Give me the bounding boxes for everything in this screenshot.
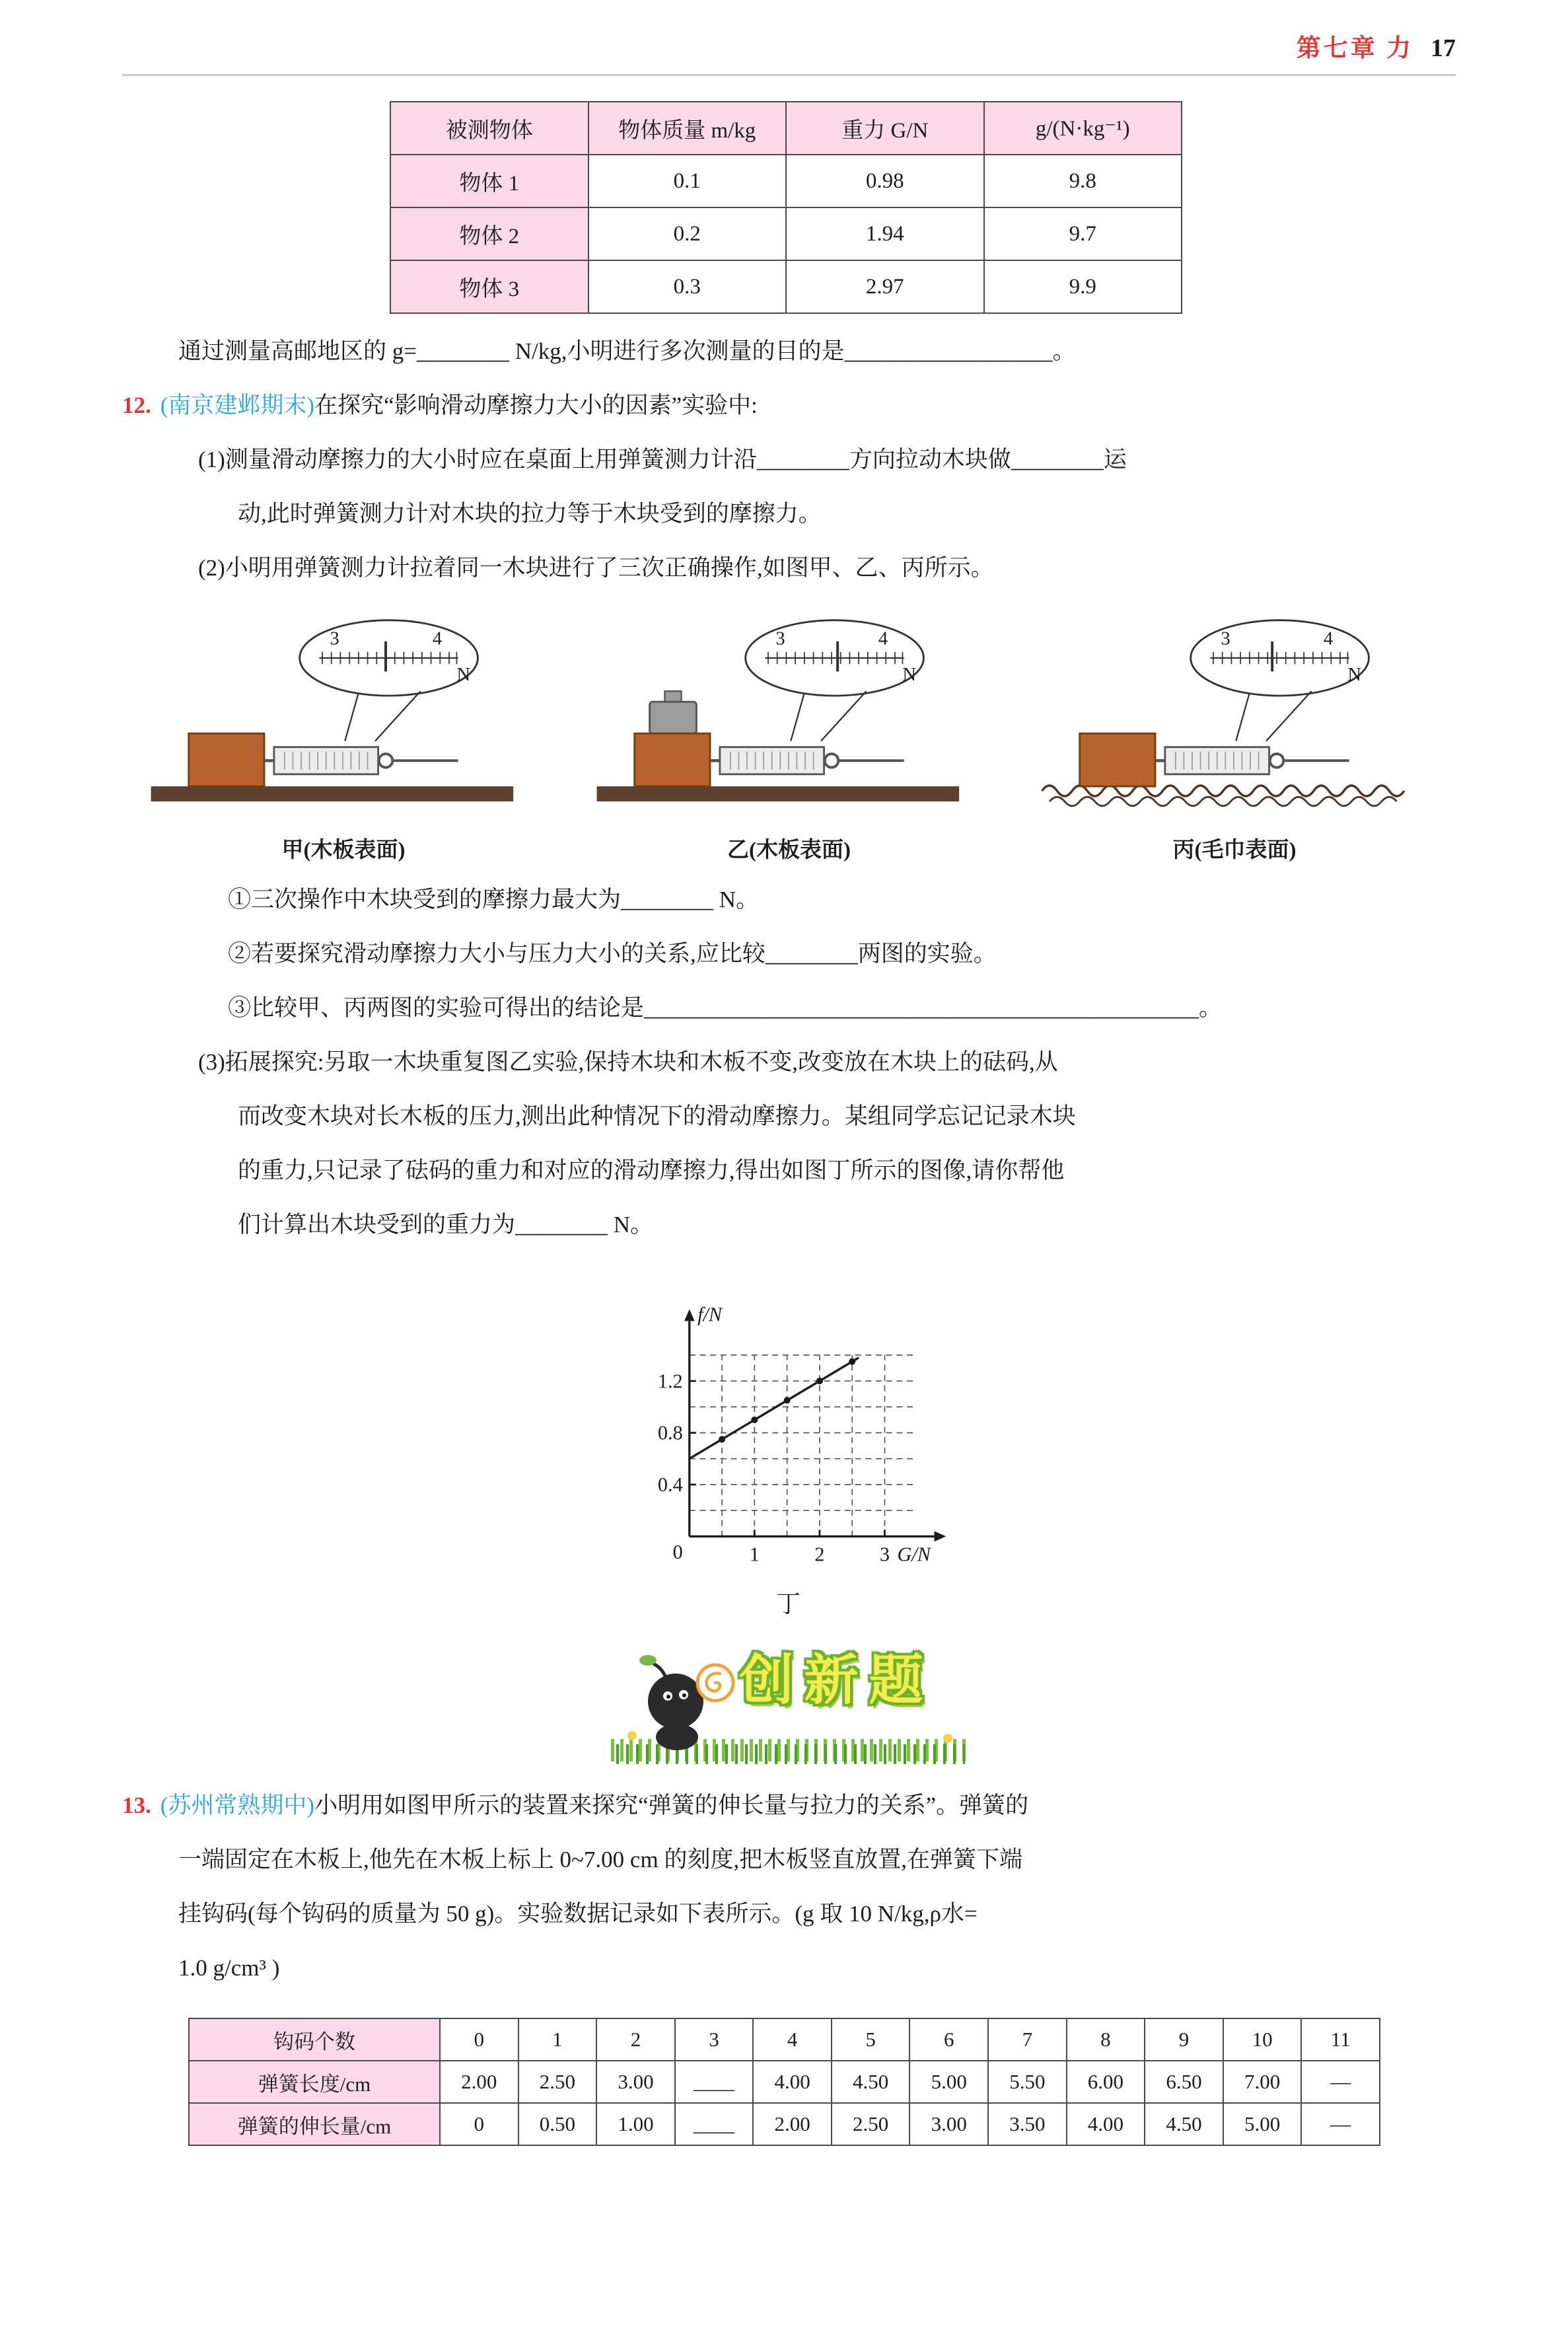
axes (689, 1312, 943, 1536)
cell: 2.00 (753, 2103, 832, 2145)
cell: 3.00 (909, 2103, 988, 2145)
cell: 5.00 (1223, 2103, 1302, 2145)
col-header-g: g/(N·kg⁻¹) (984, 102, 1182, 155)
table-header-row (390, 102, 1182, 155)
weight (649, 702, 696, 733)
cell: 3.00 (596, 2061, 675, 2103)
gravity-measurement-table (390, 101, 1182, 314)
question-source: (苏州常熟期中) (160, 1792, 315, 1819)
cell: 10 (1223, 2018, 1302, 2061)
svg-text:N: N (1347, 665, 1362, 686)
cell: 5.50 (988, 2061, 1067, 2103)
row-header: 物体 1 (390, 155, 588, 207)
cell: 4.00 (753, 2061, 832, 2103)
cell: 6.50 (1145, 2061, 1223, 2103)
col-header-mass: 物体质量 m/kg (588, 102, 787, 155)
experiment-diagram-towel-icon (1023, 611, 1446, 830)
cell: 2.97 (786, 260, 984, 313)
question-source: (南京建邺期末) (160, 392, 315, 418)
cell: 0.1 (588, 155, 787, 207)
row-header: 弹簧的伸长量/cm (189, 2103, 440, 2145)
innovation-badge (591, 1637, 987, 1772)
cell: 1.00 (596, 2103, 675, 2145)
question-number: 13. (122, 1792, 151, 1819)
cell: 7 (988, 2018, 1067, 2061)
figure-d-caption: 丁 (776, 1591, 802, 1619)
cell: 0.50 (518, 2103, 597, 2145)
figure-bing (1023, 611, 1446, 864)
svg-text:3: 3 (330, 628, 339, 649)
figure-caption: 乙(木板表面) (727, 838, 851, 863)
q12-header-line (122, 379, 1456, 433)
cell: 3 (675, 2018, 754, 2061)
q11-completion-line: 通过测量高邮地区的 g=________ N/kg,小明进行多次测量的目的是__________________。 (178, 338, 1076, 364)
svg-text:4: 4 (1323, 628, 1334, 649)
experiment-diagram-board-weight-icon (578, 611, 1001, 830)
row-header: 物体 3 (390, 260, 588, 313)
svg-text:2: 2 (814, 1543, 824, 1566)
q12-part3-line4: 们计算出木块受到的重力为________ N。 (238, 1212, 654, 1238)
cell: 8 (1067, 2018, 1145, 2061)
wood-block (634, 733, 709, 786)
cell: 3.50 (988, 2103, 1067, 2145)
q13-line3: 挂钩码(每个钩码的质量为 50 g)。实验数据记录如下表所示。(g 取 10 N/kg,ρ水= (178, 1901, 978, 1927)
cell: 9.8 (984, 155, 1182, 207)
q12-part1-line2: 动,此时弹簧测力计对木块的拉力等于木块受到的摩擦力。 (238, 501, 822, 527)
table-row-hook-count (189, 2018, 1380, 2061)
cell: 9.7 (984, 207, 1182, 260)
svg-text:0.4: 0.4 (657, 1473, 683, 1496)
cell: 4.50 (1145, 2103, 1223, 2145)
row-header: 物体 2 (390, 207, 588, 260)
figure-caption: 丙(毛巾表面) (1172, 838, 1297, 863)
spring-data-table (188, 2018, 1380, 2146)
svg-text:G/N: G/N (897, 1543, 931, 1566)
q12-part3-line3: 的重力,只记录了砝码的重力和对应的滑动摩擦力,得出如图丁所示的图像,请你帮他 (238, 1158, 1065, 1184)
data-line (689, 1358, 858, 1459)
towel-surface-2 (1050, 797, 1397, 806)
question-text: 小明用如图甲所示的装置来探究“弹簧的伸长量与拉力的关系”。弹簧的 (314, 1792, 1029, 1819)
svg-text:3: 3 (1221, 628, 1230, 649)
cell: 2.50 (518, 2061, 597, 2103)
q12-part1-line1: (1)测量滑动摩擦力的大小时应在桌面上用弹簧测力计沿________方向拉动木块做________运 (198, 447, 1127, 472)
cell: 1 (518, 2018, 597, 2061)
q13-header-line (122, 1779, 1456, 1833)
col-header-gravity: 重力 G/N (786, 102, 984, 155)
table-row (390, 155, 1182, 207)
question-number: 12. (122, 392, 151, 418)
pull-ring (379, 754, 393, 768)
svg-text:N: N (456, 665, 471, 686)
cell: — (1301, 2103, 1380, 2145)
cell: 1.94 (786, 207, 984, 260)
svg-text:4: 4 (878, 628, 888, 649)
cell: 0.3 (588, 260, 787, 313)
col-header-object: 被测物体 (390, 102, 588, 155)
innovation-badge-label: 创新题 (739, 1650, 934, 1711)
q13-line4: 1.0 g/cm³ ) (178, 1955, 280, 1981)
cell: 0.2 (588, 207, 787, 260)
svg-text:1: 1 (749, 1543, 760, 1566)
wood-board (596, 786, 959, 801)
cell: 5 (832, 2018, 910, 2061)
cell: ____ (675, 2061, 754, 2103)
q12-part3-line1: (3)拓展探究:另取一木块重复图乙实验,保持木块和木板不变,改变放在木块上的砝码,从 (198, 1049, 1058, 1076)
q12-sub1: ①三次操作中木块受到的摩擦力最大为________ N。 (228, 887, 760, 913)
cell: 5.00 (909, 2061, 988, 2103)
cell: 9 (1145, 2018, 1223, 2061)
svg-text:0.8: 0.8 (657, 1422, 683, 1445)
table-row-spring-length (189, 2061, 1380, 2103)
svg-text:0: 0 (672, 1541, 683, 1564)
svg-text:f/N: f/N (697, 1303, 722, 1326)
grid-dashed (689, 1355, 915, 1536)
q12-part3-line2: 而改变木块对长木板的压力,测出此种情况下的滑动摩擦力。某组同学忘记记录木块 (238, 1103, 1076, 1130)
figure-caption: 甲(木板表面) (281, 838, 406, 863)
cell: 0 (440, 2103, 518, 2145)
row-header: 弹簧长度/cm (189, 2061, 440, 2103)
pull-ring (1270, 754, 1284, 768)
svg-text:3: 3 (879, 1543, 890, 1566)
wood-block (1080, 733, 1155, 786)
q12-sub3: ③比较甲、丙两图的实验可得出的结论是________________________________________________。 (228, 995, 1223, 1021)
friction-weight-graph (604, 1281, 974, 1577)
graph-labels (657, 1304, 931, 1566)
cell: 2.00 (440, 2061, 518, 2103)
table-row-spring-extension (189, 2103, 1380, 2145)
page-header (122, 28, 1456, 76)
cell: 11 (1301, 2018, 1380, 2061)
cell: 0.98 (786, 155, 984, 207)
cell: — (1301, 2061, 1380, 2103)
svg-text:4: 4 (432, 628, 443, 649)
cell: 2 (596, 2018, 675, 2061)
page-number: 17 (1431, 34, 1456, 62)
experiment-figures (132, 611, 1446, 864)
q13-line2: 一端固定在木板上,他先在木板上标上 0~7.00 cm 的刻度,把木板竖直放置,在弹簧下端 (178, 1847, 1022, 1873)
svg-text:1.2: 1.2 (657, 1370, 683, 1393)
figure-jia (132, 611, 555, 864)
graph-ding-wrap (604, 1281, 974, 1577)
cell: 0 (440, 2018, 518, 2061)
table-row (390, 260, 1182, 313)
pull-ring (824, 754, 838, 768)
q12-part2: (2)小明用弹簧测力计拉着同一木块进行了三次正确操作,如图甲、乙、丙所示。 (198, 555, 994, 581)
cell: 2.50 (832, 2103, 910, 2145)
cell: 4.00 (1067, 2103, 1145, 2145)
figure-yi (578, 611, 1001, 864)
cell: 4 (753, 2018, 832, 2061)
chapter-title: 第七章 力 (1296, 35, 1413, 62)
cell: ____ (675, 2103, 754, 2145)
wood-block (189, 733, 264, 786)
cell: 9.9 (984, 260, 1182, 313)
row-header: 钩码个数 (189, 2018, 440, 2061)
table-row (390, 207, 1182, 260)
q12-sub2: ②若要探究滑动摩擦力大小与压力大小的关系,应比较________两图的实验。 (228, 941, 997, 967)
svg-text:N: N (902, 665, 916, 686)
svg-text:3: 3 (775, 628, 785, 649)
cell: 7.00 (1223, 2061, 1302, 2103)
cell: 6.00 (1067, 2061, 1145, 2103)
wood-board (151, 786, 514, 801)
question-intro: 在探究“影响滑动摩擦力大小的因素”实验中: (314, 392, 758, 418)
experiment-diagram-board-icon (132, 611, 555, 830)
cell: 4.50 (832, 2061, 910, 2103)
cell: 6 (909, 2018, 988, 2061)
